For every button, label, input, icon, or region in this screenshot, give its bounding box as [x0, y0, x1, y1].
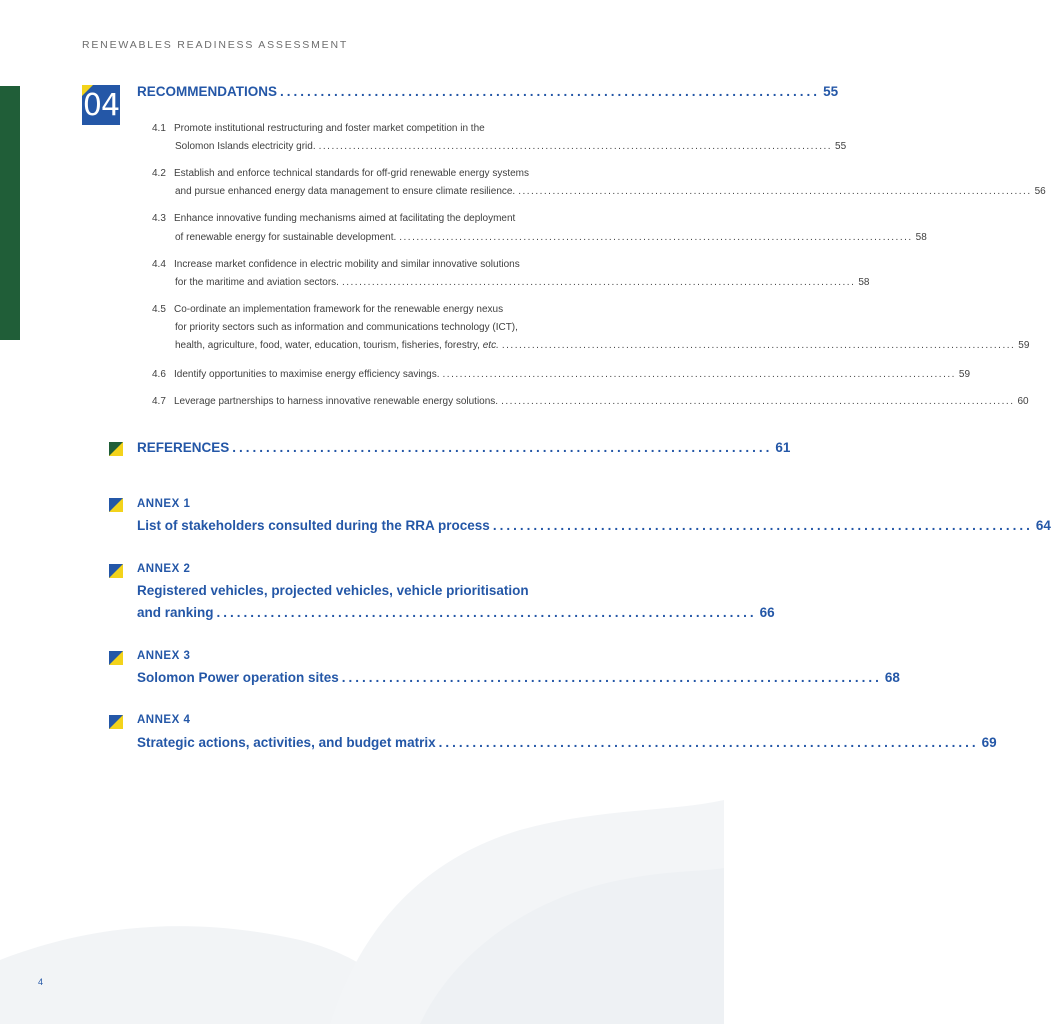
subentry-text-part: Identify opportunities to maximise energy efficiency savings. — [174, 369, 440, 380]
annex-3-label: ANNEX 3 — [137, 650, 191, 662]
subentry-text: of renewable energy for sustainable development. — [175, 232, 397, 243]
toc-entry-annex-2[interactable] — [137, 605, 775, 620]
chapter-number-badge — [82, 85, 120, 125]
subentry-text: Promote institutional restructuring and foster market competition in the — [174, 123, 485, 134]
dot-leader: ................................................................................ — [492, 518, 1033, 533]
toc-entry-annex-3[interactable] — [137, 670, 900, 685]
toc-subentry-4-5[interactable] — [152, 304, 503, 315]
toc-entry-annex-4[interactable] — [137, 735, 997, 750]
references-bullet-icon — [109, 442, 123, 456]
dot-leader: ........................................................................................................................ — [399, 232, 913, 243]
subentry-number: 4.7 — [152, 396, 166, 407]
running-header: RENEWABLES READINESS ASSESSMENT — [82, 39, 349, 51]
subentry-page: 59 — [958, 369, 971, 380]
annex-bullet-icon — [109, 498, 123, 512]
subentry-page: 56 — [1034, 186, 1046, 197]
subentry-number: 4.5 — [152, 304, 166, 315]
toc-entry-annex-2-line1[interactable]: Registered vehicles, projected vehicles, vehicle prioritisation — [137, 583, 529, 598]
toc-entry-recommendations[interactable] — [137, 84, 839, 99]
subentry-number: 4.1 — [152, 123, 166, 134]
subentry-text — [152, 369, 440, 380]
toc-subentry-4-1-cont[interactable] — [175, 141, 847, 152]
subentry-number: 4.2 — [152, 168, 166, 179]
dot-leader: ........................................................................................................................ — [318, 141, 833, 152]
annex-4-label: ANNEX 4 — [137, 714, 191, 726]
annex-bullet-icon — [109, 715, 123, 729]
side-accent-bar — [0, 86, 20, 340]
annex-bullet-icon — [109, 651, 123, 665]
page-number: 4 — [38, 977, 44, 987]
toc-page: 66 — [759, 605, 775, 620]
toc-subentry-4-7[interactable] — [152, 396, 1029, 407]
chapter-number: 04 — [82, 88, 120, 123]
toc-page: 64 — [1035, 518, 1051, 533]
subentry-text: for priority sectors such as information and communications technology (ICT), — [175, 322, 518, 333]
subentry-text: Establish and enforce technical standards for off-grid renewable energy systems — [174, 168, 530, 179]
toc-subentry-4-4-cont[interactable] — [175, 277, 870, 288]
dot-leader: ........................................................................................................................ — [501, 396, 1015, 407]
toc-subentry-4-4[interactable] — [152, 259, 520, 270]
toc-subentry-4-3-cont[interactable] — [175, 232, 927, 243]
subentry-text — [152, 396, 498, 407]
subentry-text-part: health, agriculture, food, water, education, tourism, fisheries, forestry, — [175, 340, 480, 351]
toc-page: 69 — [981, 735, 997, 750]
dot-leader: ........................................................................................................................ — [442, 369, 956, 380]
toc-subentry-4-2-cont[interactable] — [175, 186, 1046, 197]
annex-1-label: ANNEX 1 — [137, 498, 191, 510]
dot-leader: ........................................................................................................................ — [501, 340, 1016, 351]
dot-leader: ................................................................................ — [438, 735, 979, 750]
subentry-number: 4.6 — [152, 369, 166, 380]
dot-leader: ........................................................................................................................ — [341, 277, 856, 288]
toc-subentry-4-6[interactable] — [152, 369, 971, 380]
toc-title: List of stakeholders consulted during the RRA process — [137, 518, 490, 533]
annex-bullet-icon — [109, 564, 123, 578]
dot-leader: ........................................................................................................................ — [518, 186, 1032, 197]
subentry-text: and pursue enhanced energy data management to ensure climate resilience. — [175, 186, 516, 197]
toc-page: 55 — [823, 84, 839, 99]
dot-leader: ................................................................................ — [280, 84, 821, 99]
toc-title: REFERENCES — [137, 440, 230, 455]
subentry-number: 4.3 — [152, 213, 166, 224]
subentry-page: 60 — [1017, 396, 1029, 407]
toc-title: and ranking — [137, 605, 214, 620]
toc-page: 68 — [884, 670, 900, 685]
toc-subentry-4-5-cont[interactable] — [175, 340, 1030, 351]
subentry-page: 59 — [1018, 340, 1030, 351]
toc-title: Strategic actions, activities, and budget matrix — [137, 735, 436, 750]
toc-subentry-4-1[interactable] — [152, 123, 485, 134]
subentry-page: 58 — [915, 232, 927, 243]
subentry-number: 4.4 — [152, 259, 166, 270]
toc-subentry-4-2[interactable] — [152, 168, 529, 179]
toc-title: Solomon Power operation sites — [137, 670, 339, 685]
toc-page: 61 — [775, 440, 791, 455]
dot-leader: ................................................................................ — [216, 605, 757, 620]
subentry-text — [175, 340, 499, 351]
toc-subentry-4-3[interactable] — [152, 213, 515, 224]
dot-leader: ................................................................................ — [341, 670, 882, 685]
subentry-text: Enhance innovative funding mechanisms aimed at facilitating the deployment — [174, 213, 516, 224]
subentry-page: 55 — [835, 141, 847, 152]
annex-2-label: ANNEX 2 — [137, 563, 191, 575]
toc-entry-annex-1[interactable] — [137, 518, 1051, 533]
subentry-text: Solomon Islands electricity grid. — [175, 141, 316, 152]
subentry-page: 58 — [858, 277, 870, 288]
toc-subentry-4-5-line2[interactable] — [175, 322, 518, 333]
dot-leader: ................................................................................ — [232, 440, 773, 455]
toc-entry-references[interactable] — [137, 440, 791, 455]
subentry-text: Co-ordinate an implementation framework for the renewable energy nexus — [174, 304, 504, 315]
subentry-text-italic: etc. — [482, 340, 499, 351]
subentry-text: Increase market confidence in electric mobility and similar innovative solutions — [174, 259, 520, 270]
subentry-text-part: Leverage partnerships to harness innovative renewable energy solutions. — [174, 396, 499, 407]
subentry-text: for the maritime and aviation sectors. — [175, 277, 339, 288]
toc-title: RECOMMENDATIONS — [137, 84, 277, 99]
